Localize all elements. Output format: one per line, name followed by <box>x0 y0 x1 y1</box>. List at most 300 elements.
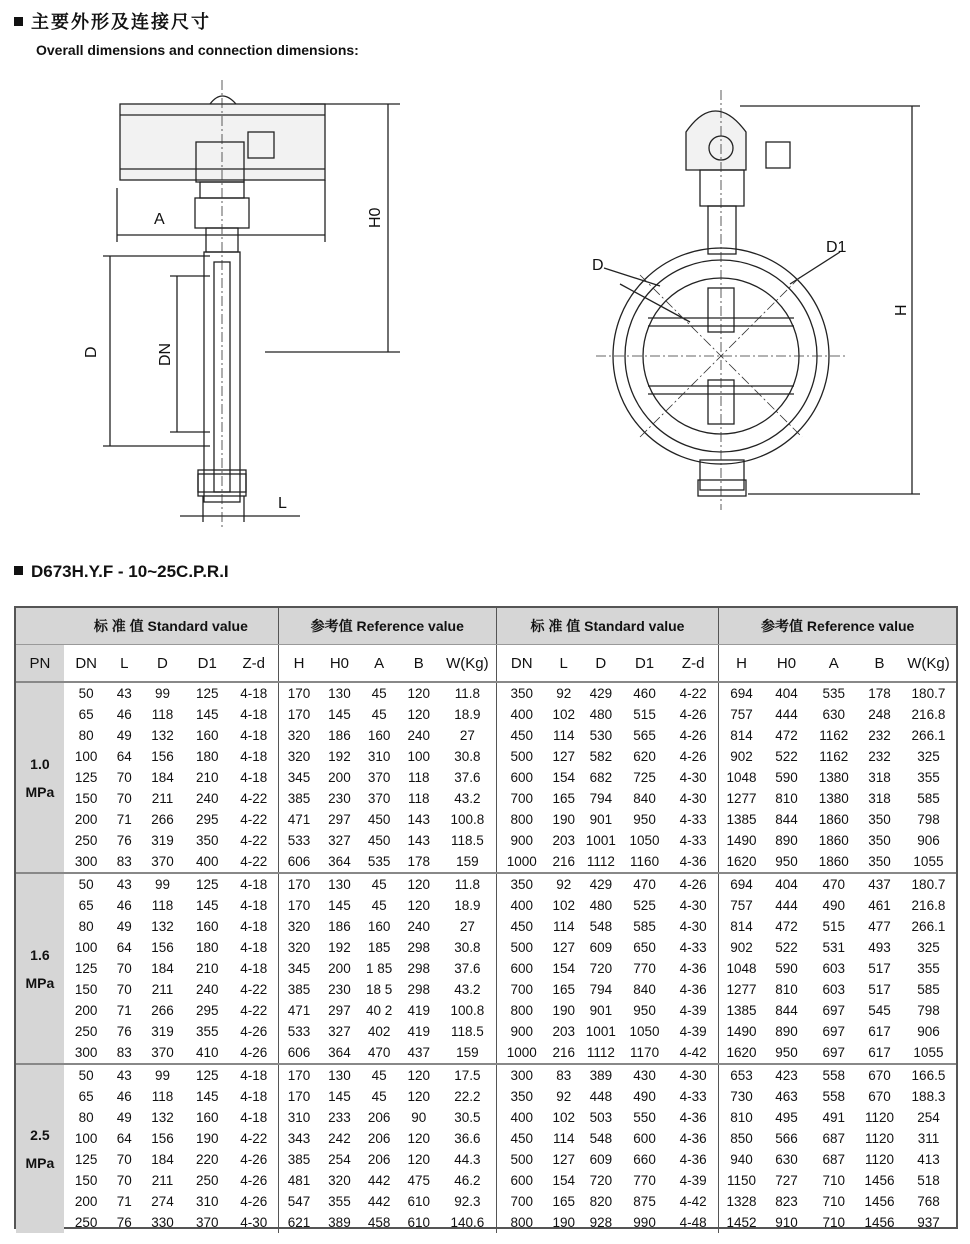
table-cell: 320 <box>287 940 311 955</box>
group-header-reference: 参考值 Reference value <box>278 608 496 645</box>
column-header: D1 <box>185 645 230 683</box>
table-cell: 840 <box>633 791 656 806</box>
table-cell: 355 <box>195 1024 219 1039</box>
table-cell: 297 <box>328 1003 351 1018</box>
table-cell: 4-30 <box>230 1212 279 1233</box>
table-cell: 950 <box>633 1003 656 1018</box>
table-cell: 531 <box>822 940 846 955</box>
table-cell: 4-39 <box>668 1170 719 1191</box>
table-cell: 370 <box>195 1215 219 1230</box>
label-H0: H0 <box>367 207 384 228</box>
table-cell: 154 <box>552 961 575 976</box>
table-cell: 114 <box>552 1131 575 1146</box>
table-cell: 770 <box>633 1173 656 1188</box>
table-cell: 320 <box>287 749 311 764</box>
column-header: DN <box>64 645 109 683</box>
table-cell: 132 <box>151 919 174 934</box>
table-cell: 65 <box>78 898 94 913</box>
table-cell: 350 <box>868 854 891 869</box>
column-header: A <box>360 645 399 683</box>
table-cell: 50 <box>78 877 94 892</box>
table-cell: 145 <box>328 707 351 722</box>
table-cell: 800 <box>510 812 533 827</box>
table-cell: 102 <box>552 1110 575 1125</box>
table-cell: 4-18 <box>230 937 279 958</box>
table-cell: 36.6 <box>439 1128 496 1149</box>
table-cell: 325 <box>917 940 940 955</box>
table-cell: 503 <box>589 1110 613 1125</box>
group-header-standard: 标 准 值 Standard value <box>64 608 279 645</box>
table-cell: 518 <box>917 1173 940 1188</box>
table-cell: 1490 <box>726 833 757 848</box>
table-cell: 810 <box>730 1110 753 1125</box>
column-header: W(Kg) <box>439 645 496 683</box>
table-row <box>16 1042 956 1064</box>
table-cell: 319 <box>151 833 174 848</box>
table-cell: 185 <box>367 940 391 955</box>
table-cell: 178 <box>868 686 891 701</box>
table-cell: 170 <box>287 1068 311 1083</box>
table-cell: 4-30 <box>668 788 719 809</box>
table-cell: 4-18 <box>230 746 279 767</box>
label-D1: D1 <box>826 239 847 256</box>
table-cell: 460 <box>633 686 656 701</box>
table-row <box>16 725 956 746</box>
table-cell: 481 <box>287 1173 311 1188</box>
table-cell: 1 85 <box>365 961 393 976</box>
table-cell: 4-42 <box>668 1042 719 1064</box>
table-cell: 463 <box>775 1089 798 1104</box>
table-cell: 120 <box>407 686 431 701</box>
table-cell: 46 <box>116 898 132 913</box>
table-cell: 232 <box>868 749 891 764</box>
table-cell: 450 <box>510 919 533 934</box>
table-cell: 160 <box>367 728 391 743</box>
table-cell: 757 <box>730 898 753 913</box>
table-cell: 350 <box>510 877 533 892</box>
table-cell: 810 <box>775 982 798 997</box>
table-cell: 389 <box>589 1068 613 1083</box>
table-cell: 475 <box>407 1173 431 1188</box>
table-cell: 320 <box>287 919 311 934</box>
table-cell: 630 <box>822 707 846 722</box>
table-cell: 70 <box>116 791 132 806</box>
table-cell: 206 <box>367 1152 391 1167</box>
table-cell: 1050 <box>629 1024 660 1039</box>
table-cell: 727 <box>775 1173 798 1188</box>
table-cell: 600 <box>510 1173 533 1188</box>
table-cell: 4-26 <box>668 873 719 895</box>
table-cell: 500 <box>510 940 533 955</box>
table-cell: 166.5 <box>911 1068 946 1083</box>
table-cell: 4-18 <box>230 767 279 788</box>
table-cell: 159 <box>439 1042 496 1064</box>
table-cell: 11.8 <box>439 682 496 704</box>
table-cell: 274 <box>151 1194 174 1209</box>
table-cell: 670 <box>868 1089 891 1104</box>
table-cell: 127 <box>552 1152 575 1167</box>
table-cell: 4-26 <box>230 1042 279 1064</box>
table-cell: 310 <box>287 1110 311 1125</box>
table-cell: 45 <box>371 898 387 913</box>
table-cell: 240 <box>195 982 219 997</box>
table-cell: 83 <box>116 1045 132 1060</box>
table-cell: 130 <box>328 686 351 701</box>
table-cell: 1160 <box>630 854 660 869</box>
table-cell: 43.2 <box>439 979 496 1000</box>
table-cell: 211 <box>151 982 174 997</box>
table-cell: 710 <box>822 1215 846 1230</box>
table-cell: 404 <box>775 877 798 892</box>
table-cell: 350 <box>195 833 219 848</box>
bullet-square-icon <box>14 17 23 26</box>
table-cell: 248 <box>868 707 891 722</box>
column-header: H0 <box>319 645 360 683</box>
table-cell: 4-48 <box>668 1212 719 1233</box>
table-row <box>16 1128 956 1149</box>
table-row <box>16 704 956 725</box>
column-header: PN <box>16 645 64 683</box>
table-cell: 533 <box>287 833 311 848</box>
table-cell: 1150 <box>726 1173 756 1188</box>
table-cell: 814 <box>730 919 753 934</box>
table-cell: 687 <box>822 1131 846 1146</box>
table-cell: 606 <box>287 1045 311 1060</box>
table-cell: 794 <box>589 982 613 997</box>
table-cell: 4-22 <box>230 1128 279 1149</box>
table-cell: 143 <box>407 833 431 848</box>
table-cell: 4-18 <box>230 873 279 895</box>
table-cell: 900 <box>510 1024 533 1039</box>
table-cell: 730 <box>730 1089 753 1104</box>
table-cell: 295 <box>195 1003 219 1018</box>
table-cell: 318 <box>868 791 891 806</box>
table-cell: 500 <box>510 1152 533 1167</box>
table-cell: 725 <box>633 770 656 785</box>
table-cell: 140.6 <box>439 1212 496 1233</box>
column-header: L <box>547 645 581 683</box>
table-cell: 145 <box>328 1089 351 1104</box>
table-cell: 610 <box>407 1194 431 1209</box>
group-header-standard-2: 标 准 值 Standard value <box>496 608 719 645</box>
table-cell: 44.3 <box>439 1149 496 1170</box>
table-cell: 120 <box>407 1152 431 1167</box>
table-body <box>16 682 956 1233</box>
table-cell: 4-26 <box>668 725 719 746</box>
table-cell: 311 <box>917 1131 940 1146</box>
table-cell: 118 <box>151 898 174 913</box>
table-cell: 385 <box>287 791 311 806</box>
column-header: H <box>719 645 764 683</box>
table-cell: 46 <box>116 1089 132 1104</box>
table-cell: 320 <box>287 728 311 743</box>
table-cell: 45 <box>371 877 387 892</box>
table-cell: 1380 <box>818 791 849 806</box>
table-cell: 547 <box>287 1194 311 1209</box>
table-cell: 430 <box>633 1068 656 1083</box>
table-cell: 200 <box>74 812 98 827</box>
table-cell: 1456 <box>864 1194 895 1209</box>
table-cell: 1860 <box>818 854 849 869</box>
table-cell: 606 <box>287 854 311 869</box>
table-cell: 240 <box>407 728 431 743</box>
table-cell: 710 <box>822 1173 846 1188</box>
table-cell: 4-26 <box>668 746 719 767</box>
table-cell: 1001 <box>585 833 616 848</box>
table-cell: 4-26 <box>230 1191 279 1212</box>
pressure-rating: 1.0 MPa <box>16 682 64 873</box>
model-title: D673H.Y.F - 10~25C.P.R.I <box>14 562 229 582</box>
table-cell: 600 <box>633 1131 656 1146</box>
table-row <box>16 979 956 1000</box>
table-cell: 844 <box>775 1003 798 1018</box>
table-cell: 470 <box>633 877 656 892</box>
table-cell: 154 <box>552 770 575 785</box>
table-cell: 45 <box>371 1068 387 1083</box>
table-cell: 184 <box>151 961 174 976</box>
column-header-row <box>16 645 956 683</box>
table-cell: 4-30 <box>668 1064 719 1086</box>
table-cell: 165 <box>552 982 575 997</box>
table-cell: 200 <box>74 1003 98 1018</box>
table-cell: 18.9 <box>439 895 496 916</box>
table-cell: 4-33 <box>668 1086 719 1107</box>
table-row <box>16 916 956 937</box>
column-header: Z-d <box>668 645 719 683</box>
table-cell: 50 <box>78 1068 94 1083</box>
table-cell: 1456 <box>864 1173 895 1188</box>
table-cell: 4-36 <box>668 1128 719 1149</box>
table-cell: 694 <box>730 877 753 892</box>
table-row <box>16 873 956 895</box>
table-cell: 100 <box>74 940 98 955</box>
table-cell: 901 <box>589 1003 613 1018</box>
table-cell: 890 <box>775 1024 798 1039</box>
table-cell: 585 <box>917 791 940 806</box>
table-cell: 99 <box>154 877 170 892</box>
table-cell: 64 <box>116 940 132 955</box>
table-cell: 83 <box>556 1068 572 1083</box>
table-cell: 295 <box>195 812 219 827</box>
table-cell: 165 <box>552 1194 575 1209</box>
table-cell: 900 <box>510 833 533 848</box>
table-cell: 355 <box>917 961 940 976</box>
table-cell: 480 <box>589 707 613 722</box>
table-cell: 4-18 <box>230 1107 279 1128</box>
section-title-cn: 主要外形及连接尺寸 <box>14 8 211 34</box>
table-cell: 125 <box>74 961 98 976</box>
table-cell: 437 <box>407 1045 431 1060</box>
table-cell: 4-30 <box>668 767 719 788</box>
table-cell: 49 <box>116 919 132 934</box>
table-cell: 250 <box>74 1215 98 1230</box>
table-cell: 125 <box>74 770 98 785</box>
table-cell: 80 <box>78 1110 94 1125</box>
table-cell: 4-33 <box>668 937 719 958</box>
table-cell: 350 <box>868 833 891 848</box>
table-cell: 4-36 <box>668 979 719 1000</box>
table-cell: 515 <box>822 919 846 934</box>
table-cell: 902 <box>730 940 753 955</box>
table-cell: 1620 <box>726 1045 757 1060</box>
table-cell: 660 <box>633 1152 656 1167</box>
table-cell: 4-22 <box>230 788 279 809</box>
table-cell: 757 <box>730 707 753 722</box>
table-cell: 4-33 <box>668 809 719 830</box>
column-header: H <box>278 645 319 683</box>
table-cell: 127 <box>552 940 575 955</box>
table-cell: 1048 <box>726 770 757 785</box>
table-cell: 76 <box>116 1024 132 1039</box>
table-cell: 1385 <box>726 812 757 827</box>
table-cell: 43 <box>116 1068 132 1083</box>
table-row <box>16 937 956 958</box>
table-cell: 450 <box>510 1131 533 1146</box>
table-cell: 385 <box>287 982 311 997</box>
table-cell: 71 <box>116 1003 132 1018</box>
table-cell: 143 <box>407 812 431 827</box>
table-cell: 325 <box>917 749 940 764</box>
table-cell: 370 <box>367 791 391 806</box>
table-cell: 1001 <box>585 1024 616 1039</box>
table-cell: 400 <box>510 1110 533 1125</box>
table-cell: 120 <box>407 1131 431 1146</box>
table-cell: 810 <box>775 791 798 806</box>
table-cell: 70 <box>116 982 132 997</box>
table-cell: 770 <box>633 961 656 976</box>
table-cell: 250 <box>195 1173 219 1188</box>
table-cell: 472 <box>775 728 798 743</box>
table-cell: 515 <box>633 707 656 722</box>
column-header: B <box>858 645 901 683</box>
table-cell: 320 <box>328 1173 351 1188</box>
table-cell: 184 <box>151 1152 174 1167</box>
table-cell: 4-18 <box>230 725 279 746</box>
table-cell: 670 <box>868 1068 891 1083</box>
table-cell: 64 <box>116 749 132 764</box>
table-cell: 100 <box>407 749 431 764</box>
table-cell: 4-18 <box>230 1086 279 1107</box>
table-cell: 1277 <box>726 982 757 997</box>
table-cell: 450 <box>510 728 533 743</box>
table-cell: 910 <box>775 1215 798 1230</box>
table-cell: 216 <box>552 854 575 869</box>
table-cell: 180 <box>195 940 219 955</box>
table-cell: 517 <box>868 961 891 976</box>
table-cell: 90 <box>411 1110 427 1125</box>
table-cell: 840 <box>633 982 656 997</box>
table-cell: 609 <box>589 1152 613 1167</box>
table-cell: 4-22 <box>230 851 279 873</box>
table-cell: 100 <box>74 749 98 764</box>
table-row <box>16 1064 956 1086</box>
table-cell: 850 <box>730 1131 753 1146</box>
table-cell: 120 <box>407 898 431 913</box>
table-cell: 4-26 <box>230 1149 279 1170</box>
table-cell: 4-22 <box>230 830 279 851</box>
table-cell: 318 <box>868 770 891 785</box>
bullet-square-icon <box>14 566 23 575</box>
table-cell: 389 <box>328 1215 351 1230</box>
table-cell: 1048 <box>726 961 757 976</box>
table-cell: 4-36 <box>668 851 719 873</box>
column-header: L <box>109 645 141 683</box>
table-cell: 92.3 <box>439 1191 496 1212</box>
label-D-right: D <box>592 257 604 274</box>
table-cell: 298 <box>407 961 431 976</box>
table-cell: 1055 <box>913 1045 944 1060</box>
table-cell: 43.2 <box>439 788 496 809</box>
table-cell: 650 <box>633 940 656 955</box>
table-cell: 902 <box>730 749 753 764</box>
table-cell: 118 <box>151 707 174 722</box>
table-cell: 178 <box>407 854 431 869</box>
table-cell: 590 <box>775 770 798 785</box>
table-cell: 319 <box>151 1024 174 1039</box>
table-cell: 211 <box>151 1173 174 1188</box>
table-cell: 127 <box>552 749 575 764</box>
table-row <box>16 1021 956 1042</box>
table-cell: 4-36 <box>668 958 719 979</box>
table-cell: 160 <box>195 1110 219 1125</box>
table-cell: 1380 <box>818 770 849 785</box>
table-cell: 254 <box>328 1152 351 1167</box>
table-cell: 310 <box>367 749 391 764</box>
table-cell: 71 <box>116 812 132 827</box>
table-cell: 437 <box>868 877 891 892</box>
table-cell: 30.5 <box>439 1107 496 1128</box>
table-cell: 400 <box>510 898 533 913</box>
table-cell: 800 <box>510 1215 533 1230</box>
table-cell: 27 <box>439 725 496 746</box>
table-cell: 125 <box>195 877 219 892</box>
section-title-en: Overall dimensions and connection dimensions: <box>36 42 359 58</box>
table-cell: 154 <box>552 1173 575 1188</box>
table-cell: 190 <box>195 1131 219 1146</box>
table-cell: 585 <box>917 982 940 997</box>
table-row <box>16 895 956 916</box>
table-cell: 65 <box>78 707 94 722</box>
table-cell: 118 <box>151 1089 174 1104</box>
table-cell: 159 <box>439 851 496 873</box>
table-cell: 37.6 <box>439 767 496 788</box>
table-cell: 18.9 <box>439 704 496 725</box>
table-row <box>16 1149 956 1170</box>
table-cell: 442 <box>367 1173 391 1188</box>
pressure-rating: 1.6 MPa <box>16 873 64 1064</box>
table-cell: 461 <box>868 898 891 913</box>
table-row <box>16 1170 956 1191</box>
table-cell: 4-39 <box>668 1000 719 1021</box>
table-cell: 50 <box>78 686 94 701</box>
label-L: L <box>278 495 287 512</box>
table-cell: 530 <box>589 728 613 743</box>
table-cell: 40 2 <box>365 1003 393 1018</box>
table-cell: 600 <box>510 770 533 785</box>
table-cell: 495 <box>775 1110 798 1125</box>
table-cell: 80 <box>78 728 94 743</box>
table-cell: 254 <box>917 1110 940 1125</box>
table-cell: 170 <box>287 877 311 892</box>
table-cell: 300 <box>74 854 98 869</box>
table-cell: 118 <box>408 791 430 806</box>
table-cell: 92 <box>556 1089 572 1104</box>
table-cell: 210 <box>195 770 219 785</box>
table-cell: 327 <box>328 1024 351 1039</box>
table-cell: 216.8 <box>911 707 946 722</box>
table-cell: 192 <box>328 749 351 764</box>
table-cell: 844 <box>775 812 798 827</box>
